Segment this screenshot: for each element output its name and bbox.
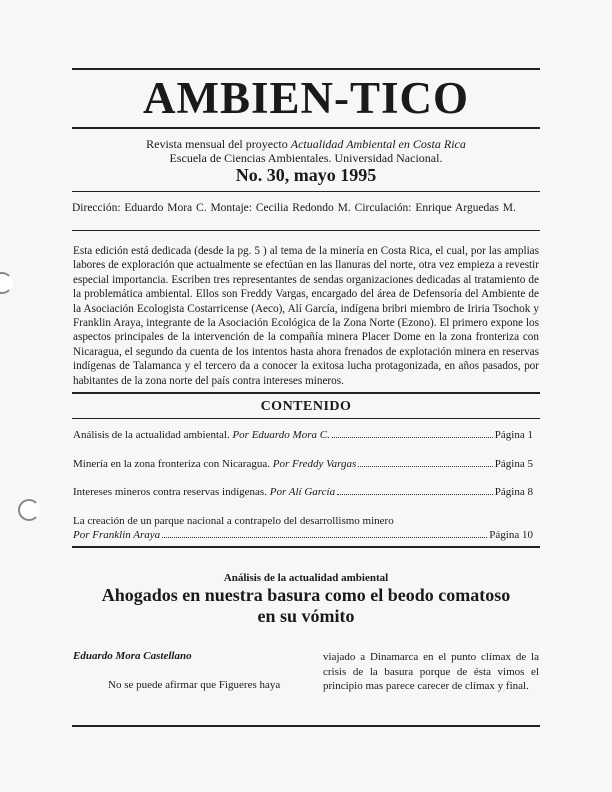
- article-column-1: No se puede afirmar que Figueres haya: [108, 679, 281, 691]
- subtitle-project: Actualidad Ambiental en Costa Rica: [290, 137, 466, 151]
- staff-rule: [72, 230, 540, 231]
- intro-rule: [72, 392, 540, 394]
- punch-hole-top: [0, 272, 13, 294]
- toc-item-4: [73, 529, 533, 542]
- editorial-intro: Esta edición está dedicada (desde la pg. 5 ) al tema de la minería en Costa Rica, el cual, por las amplias labores de exploración que actualmente se efectúan en las llanuras del norte, otra vez empieza a revestir especial importancia. Escriben tres representantes de sendas organizaciones dedicadas al tratamiento de la problemática ambiental. Ellos son Freddy Vargas, encargado del área de Defensoría del Ambiente de la Asociación Ecologista Costarricense (Aeco), Alí García, indígena bribri miembro de Iriria Tsochok y Franklin Araya, integrante de la Asociación Ecológica de la Zona Norte (Ezono). El primero expone los aspectos principales de la intervención de la compañía minera Placer Dome en la zona fronteriza con Nicaragua, el segundo da cuenta de los intentos hasta ahora frenados de explotación minera en reservas indígenas de Talamanca y el tercero da a conocer la exitosa lucha protagonizada, en años pasados, por habitantes de la zona norte del país contra intereses mineros.: [73, 245, 539, 387]
- toc-title: Análisis de la actualidad ambiental.: [73, 429, 230, 441]
- contents-bottom-rule: [72, 546, 540, 548]
- masthead-rule: [72, 127, 540, 129]
- article-byline: Eduardo Mora Castellano: [73, 650, 192, 662]
- toc-author: Por Eduardo Mora C.: [232, 429, 330, 441]
- toc-title: Intereses mineros contra reservas indígenas.: [73, 486, 267, 498]
- headline-line-1: Ahogados en nuestra basura como el beodo comatoso: [101, 585, 511, 605]
- toc-page: Página 1: [494, 429, 533, 441]
- toc-item-1: [73, 429, 533, 442]
- staff-credits: Dirección: Eduardo Mora C. Montaje: Cecilia Redondo M. Circulación: Enrique Arguedas M.: [72, 202, 516, 214]
- toc-item-4-title: La creación de un parque nacional a contrapelo del desarrollismo minero: [73, 515, 394, 527]
- toc-author: Por Alí García: [269, 486, 336, 498]
- issue-number: No. 30, mayo 1995: [235, 165, 377, 185]
- article-section-label: Análisis de la actualidad ambiental: [223, 572, 389, 584]
- toc-page: Página 10: [489, 529, 533, 541]
- masthead-subtitle: [0, 137, 612, 151]
- toc-leader: [162, 537, 487, 538]
- toc-author: Por Franklin Araya: [73, 529, 161, 541]
- toc-item-3: [73, 486, 533, 499]
- toc-author: Por Freddy Vargas: [272, 458, 357, 470]
- contents-rule: [72, 418, 540, 419]
- toc-title: Minería en la zona fronteriza con Nicaragua.: [73, 458, 270, 470]
- issue-rule: [72, 191, 540, 192]
- article-column-2: viajado a Dinamarca en el punto clímax de la crisis de la basura porque de ésta vimos el principio mas parece carecer de clímax y final.: [323, 651, 539, 692]
- headline-line-2: en su vómito: [257, 606, 355, 626]
- toc-leader: [337, 494, 493, 495]
- top-rule: [72, 68, 540, 70]
- toc-page: Página 5: [494, 458, 533, 470]
- article-headline: [0, 585, 612, 627]
- punch-hole-bottom: [18, 499, 40, 521]
- masthead-title: AMBIEN-TICO: [142, 73, 470, 123]
- masthead-institution: Escuela de Ciencias Ambientales. Universidad Nacional.: [169, 151, 443, 165]
- contents-heading: CONTENIDO: [260, 399, 352, 414]
- bottom-rule: [72, 725, 540, 727]
- subtitle-prefix: Revista mensual del proyecto: [146, 137, 291, 151]
- toc-page: Página 8: [494, 486, 533, 498]
- toc-leader: [358, 466, 493, 467]
- toc-item-2: [73, 458, 533, 471]
- toc-leader: [332, 437, 493, 438]
